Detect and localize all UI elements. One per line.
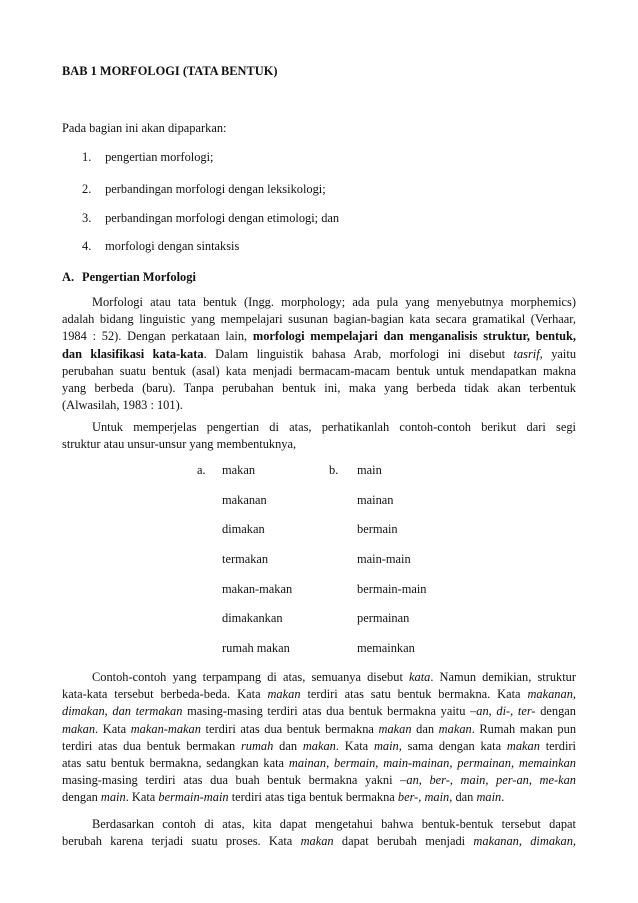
text-run: .	[501, 790, 505, 805]
text-line: Morfologi atau tata bentuk (Ingg. morphology; ada pula yang menyebutnya morphemics)	[92, 295, 576, 309]
text-run: dan	[452, 790, 477, 805]
text-line: (Alwasilah, 1983 : 101).	[62, 398, 183, 413]
text-line: Untuk memperjelas pengertian di atas, perhatikanlah contoh-contoh berikut dari segi	[92, 420, 576, 434]
example-label-a: a.	[197, 463, 206, 477]
text-line	[62, 789, 576, 806]
text-run: kata-kata tersebut berbeda-beda. Kata	[62, 687, 268, 702]
italic-text: makan	[378, 721, 412, 736]
text-line	[62, 703, 576, 720]
list-number: 4.	[82, 239, 92, 253]
text-run: . Dalam linguistik bahasa Arab, morfologi ini disebut	[203, 346, 514, 361]
list-number: 3.	[82, 211, 92, 225]
text-line: Berdasarkan contoh di atas, kita dapat mengetahui bahwa bentuk-bentuk tersebut dapat	[92, 817, 576, 831]
text-run: . Kata	[335, 738, 374, 753]
text-run: masing-masing terdiri atas dua bentuk bermakna yaitu	[182, 704, 471, 719]
text-line: perubahan suatu bentuk (asal) kata menjadi bermacam-macam bentuk untuk mendapatkan makna	[62, 363, 576, 378]
section-heading	[62, 270, 196, 285]
paragraph-1	[62, 294, 576, 414]
text-run: berubah karena terjadi suatu proses. Kata	[62, 834, 301, 849]
italic-text: makan	[267, 687, 301, 702]
italic-text: makanan,	[527, 687, 576, 702]
italic-text: rumah	[240, 738, 274, 753]
italic-text: makan	[62, 721, 96, 736]
text-run: atas satu bentuk bermakna, sedangkan kata	[62, 755, 289, 770]
italic-text: main	[100, 790, 126, 805]
text-run: . Namun demikian, struktur	[430, 670, 576, 684]
text-line	[62, 346, 576, 363]
bold-text: dan klasifikasi kata-kata	[62, 346, 204, 361]
text-run: dengan	[62, 790, 101, 805]
italic-text: mainan, bermain, main-mainan, permainan, memainkan	[288, 755, 576, 770]
text-line	[62, 669, 576, 686]
list-text: morfologi dengan sintaksis	[105, 239, 240, 253]
example-word-b: bermain-main	[357, 582, 427, 596]
text-line	[62, 328, 576, 345]
list-number: 1.	[82, 150, 92, 164]
example-word-b: bermain	[357, 522, 398, 536]
italic-text: main,	[373, 738, 402, 753]
example-word-a: dimakankan	[222, 611, 283, 625]
italic-text: makan	[506, 738, 540, 753]
paragraph-2	[62, 419, 576, 453]
italic-text: makan-makan	[130, 721, 201, 736]
italic-text: main	[476, 790, 502, 805]
example-word-b: main-main	[357, 552, 411, 566]
text-line	[62, 772, 576, 789]
text-line	[62, 755, 576, 772]
text-run: dan	[273, 738, 303, 753]
italic-text: makan	[302, 738, 336, 753]
italic-text: kata	[409, 670, 431, 684]
list-text: pengertian morfologi;	[105, 150, 214, 164]
example-word-a: rumah makan	[222, 641, 290, 655]
text-run: Contoh-contoh yang terpampang di atas, semuanya disebut	[92, 670, 409, 684]
text-run: terdiri atas satu bentuk bermakna. Kata	[300, 687, 528, 702]
list-item	[82, 239, 239, 254]
italic-text: –an, ber-, main, per-an, me-kan	[400, 773, 576, 788]
text-line	[62, 721, 576, 738]
text-line	[62, 833, 576, 850]
text-run: sama dengan kata	[401, 738, 507, 753]
italic-text: makan	[438, 721, 472, 736]
italic-text: –an, di-, ter-	[470, 704, 536, 719]
text-run: . Rumah makan pun	[471, 721, 576, 736]
text-run: 1984 : 52). Dengan perkataan lain,	[62, 329, 253, 344]
example-word-b: main	[357, 463, 382, 477]
paragraph-4	[62, 816, 576, 850]
example-word-b: permainan	[357, 611, 410, 625]
example-word-a: termakan	[222, 552, 269, 566]
example-word-b: memainkan	[357, 641, 415, 655]
example-word-a: dimakan	[222, 522, 265, 536]
text-run: dengan	[535, 704, 576, 719]
text-run: terdiri	[539, 738, 576, 753]
example-word-b: mainan	[357, 493, 394, 507]
example-word-a: makanan	[222, 493, 267, 507]
text-run: dan	[411, 721, 439, 736]
list-item	[82, 211, 339, 226]
section-title: Pengertian Morfologi	[82, 270, 196, 284]
example-word-a: makan	[222, 463, 256, 477]
text-line: yang berbeda (baru). Tanpa perubahan bentuk ini, maka yang berbeda tidak akan terbentuk	[62, 380, 576, 395]
text-line: struktur atau unsur-unsur yang membentuknya,	[62, 437, 297, 452]
italic-text: tasrif,	[513, 346, 543, 361]
intro-text: Pada bagian ini akan dipaparkan:	[62, 121, 227, 135]
bold-text: morfologi mempelajari dan menganalisis struktur, bentuk,	[252, 329, 576, 344]
example-word-a: makan-makan	[222, 582, 293, 596]
italic-text: dimakan, dan termakan	[62, 704, 183, 719]
example-label-b: b.	[329, 463, 339, 477]
paragraph-3	[62, 669, 576, 807]
text-line	[62, 738, 576, 755]
chapter-title: BAB 1 MORFOLOGI (TATA BENTUK)	[62, 64, 278, 78]
list-text: perbandingan morfologi dengan etimologi; dan	[105, 211, 340, 225]
list-item	[82, 150, 214, 165]
text-run: . Kata	[95, 721, 131, 736]
text-run: terdiri atas tiga bentuk bermakna	[228, 790, 398, 805]
italic-text: makan	[300, 834, 334, 849]
italic-text: bermain-main	[158, 790, 229, 805]
text-run: terdiri atas dua bentuk bermakna	[200, 721, 379, 736]
section-letter: A.	[62, 270, 75, 284]
text-run: dapat berubah menjadi	[333, 834, 474, 849]
text-run: yaitu	[542, 346, 576, 361]
text-run: . Kata	[125, 790, 159, 805]
text-line	[62, 686, 576, 703]
text-run: terdiri atas dua bentuk bermakan	[62, 738, 241, 753]
list-text: perbandingan morfologi dengan leksikologi;	[105, 182, 326, 196]
list-item	[82, 182, 326, 197]
list-number: 2.	[82, 182, 92, 196]
italic-text: makanan, dimakan,	[473, 834, 576, 849]
text-run: masing-masing terdiri atas dua buah bentuk bermakna yakni	[62, 773, 401, 788]
text-line: adalah bidang linguistic yang mempelajari susunan bagian-bagian kata secara gramatikal (Verhaar,	[62, 312, 576, 327]
italic-text: ber-, main,	[397, 790, 453, 805]
